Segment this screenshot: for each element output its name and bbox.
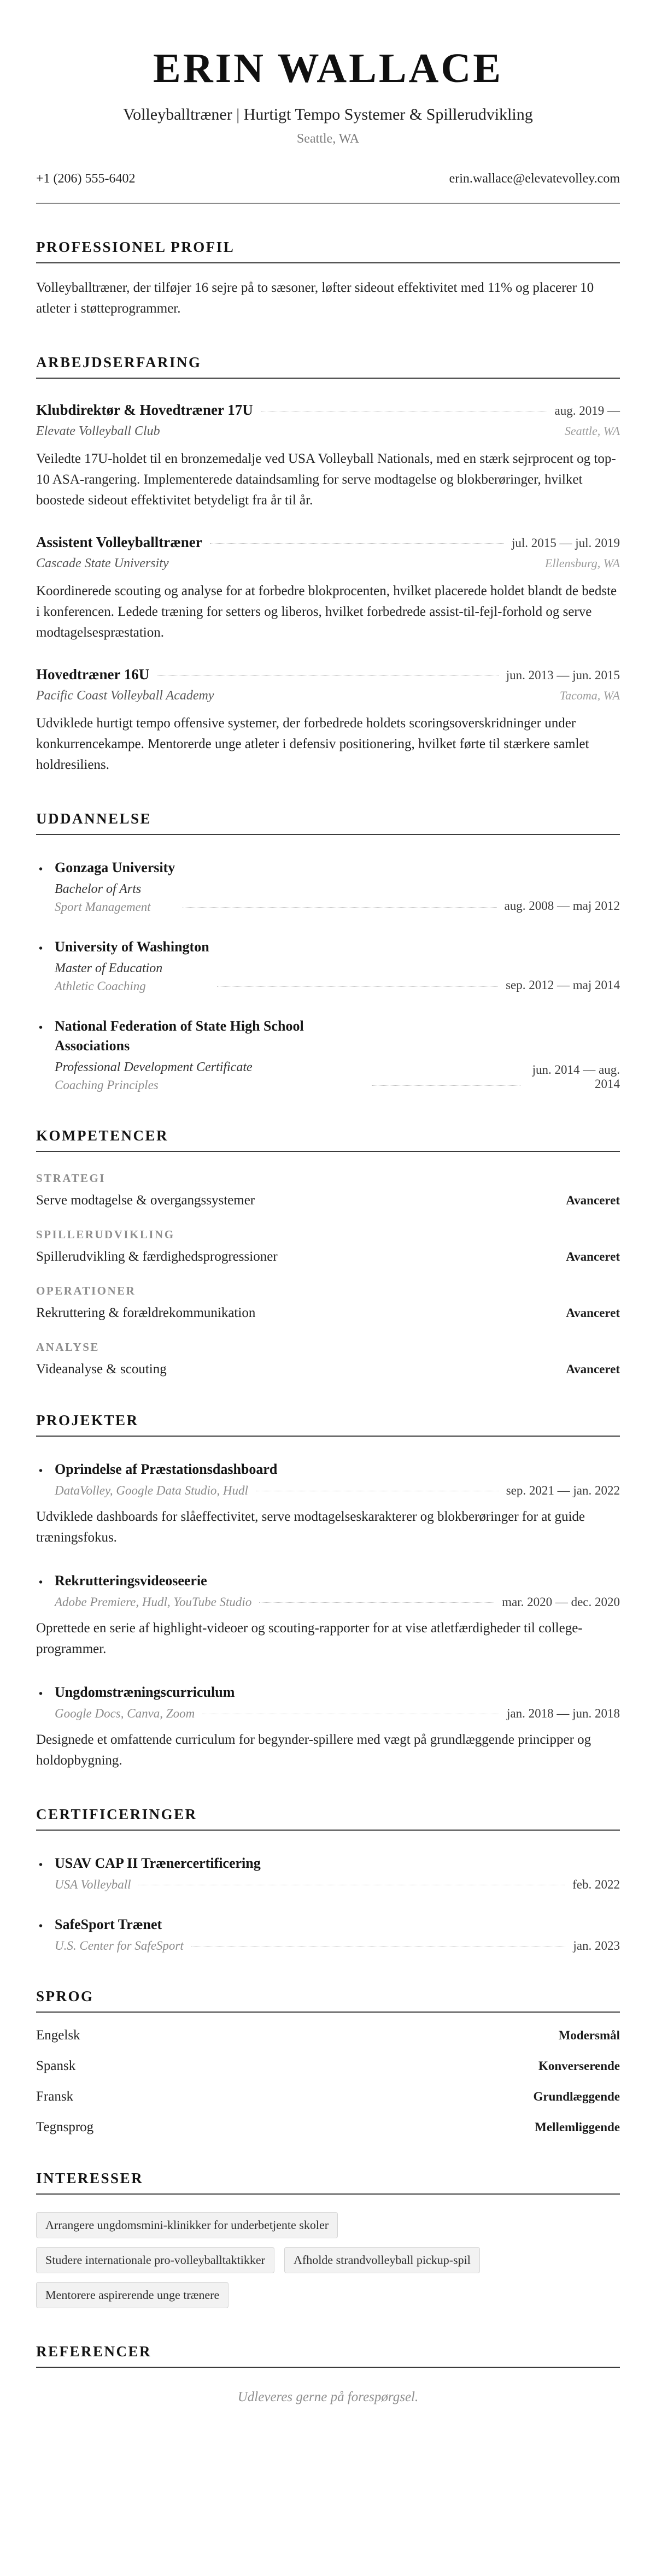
job-company-row [36,556,620,571]
job-entry [36,666,620,775]
profile-text: Volleyballtræner, der tilføjer 16 sejre på to sæsoner, løfter sideout effektivitet med 11% og placerer 10 atleter i støtteprogrammer. [36,280,594,316]
skill-category: ANALYSE [36,1340,99,1354]
email-address: erin.wallace@elevatevolley.com [449,172,620,186]
job-entry [36,402,620,511]
degree: Professional Development Certificate [55,1060,253,1074]
field-of-study: Athletic Coaching [55,979,146,993]
dotted-leader [217,986,498,987]
section-languages [36,1988,620,2135]
interest-tag: Afholde strandvolleyball pickup-spil [284,2247,480,2273]
tagline: Volleyballtræner | Hurtigt Tempo Systemer & Spillerudvikling [123,105,533,123]
education-entry [36,1016,620,1092]
project-entry [36,1683,620,1771]
section-certifications [36,1806,620,1953]
job-date: jul. 2015 — jul. 2019 [511,536,620,550]
job-description: Udviklede hurtigt tempo offensive systemer, der forbedrede holdets scoringsoverskridninger under konkurrencekampe. Mentorerde unge atleter i defensiv positionering, hvilket førte til stærkere samlet holdresiliens. [36,716,589,772]
language-level: Grundlæggende [533,2090,620,2103]
certification-title: • USAV CAP II Trænercertificering [36,1854,620,1873]
job-description: Koordinerede scouting og analyse for at forbedre blokprocenten, hvilket placerede holdet blandt de bedste i konferencen. Ledede træning for setters og liberos, hvilket forbedrede assist-til-fejl-forhold og serve modtagelsespræstation. [36,584,617,640]
resume-header [36,45,620,204]
job-title-row [36,402,620,419]
certification-org: USA Volleyball [55,1878,131,1891]
interest-tag: Arrangere ungdomsmini-klinikker for underbetjente skoler [36,2212,338,2238]
section-experience [36,354,620,775]
section-heading-experience: ARBEJDSERFARING [36,354,620,379]
degree: Bachelor of Arts [55,882,142,896]
skill-level: Avanceret [566,1306,620,1320]
education-entry [36,937,620,993]
job-entry [36,534,620,643]
certification-meta-row [36,1878,620,1892]
education-date: jun. 2014 — aug. 2014 [532,1063,620,1091]
job-description: Veiledte 17U-holdet til en bronzemedalje ved USA Volleyball Nationals, med en stærk sejrprocent og top-10 ASA-rangering. Implementerede dataindsamling for serve modtagelse og blokberøringer, hvilket boostede sideout effektivitet betydeligt fra år til år. [36,451,616,508]
language-level: Konverserende [538,2059,620,2073]
tag-row [36,2238,620,2273]
job-location: Tacoma, WA [559,689,620,702]
tag-row [36,2203,620,2238]
language-name: Fransk [36,2089,74,2104]
certification-meta-row [36,1939,620,1953]
dotted-leader [157,675,498,676]
project-entry [36,1460,620,1548]
section-interests [36,2170,620,2308]
education-details [36,1016,364,1092]
skill-category: STRATEGI [36,1172,106,1185]
job-title-row [36,666,620,683]
job-title: Klubdirektør & Hovedtræner 17U [36,402,253,418]
language-name: Tegnsprog [36,2120,94,2134]
skill-row [36,1362,620,1377]
degree: Master of Education [55,961,163,975]
skill-level: Avanceret [566,1250,620,1263]
certification-date: jan. 2023 [573,1939,620,1952]
language-level: Mellemliggende [535,2120,620,2134]
skill-group [36,1172,620,1208]
company-name: Elevate Volleyball Club [36,424,160,438]
skill-row [36,1249,620,1265]
dotted-leader [210,543,504,544]
job-title: Hovedtræner 16U [36,666,150,683]
section-heading-projects: PROJEKTER [36,1412,620,1437]
header-location: Seattle, WA [296,132,360,146]
interest-tag: Mentorere aspirerende unge trænere [36,2282,229,2308]
contact-row [36,172,620,186]
field-of-study: Coaching Principles [55,1078,159,1092]
project-description: Udviklede dashboards for slåeffectivitet, serve modtagelseskarakterer og blokberøringer for at guide træningsfokus. [36,1509,585,1545]
header-divider [36,203,620,204]
section-education [36,810,620,1092]
project-date: mar. 2020 — dec. 2020 [502,1595,620,1609]
project-title: • Oprindelse af Præstationsdashboard [36,1460,620,1479]
certification-title: • SafeSport Trænet [36,1915,620,1934]
job-date: aug. 2019 — [554,404,620,417]
project-title: • Ungdomstræningscurriculum [36,1683,620,1702]
section-heading-languages: SPROG [36,1988,620,2013]
section-heading-profile: PROFESSIONEL PROFIL [36,239,620,263]
language-name: Engelsk [36,2028,80,2043]
language-row [36,2028,620,2043]
project-tools: Google Docs, Canva, Zoom [55,1707,195,1720]
interest-tag: Studere internationale pro-volleyballtaktikker [36,2247,274,2273]
references-note: Udleveres gerne på forespørgsel. [237,2390,419,2404]
education-details [36,858,175,914]
project-date: jan. 2018 — jun. 2018 [507,1707,620,1720]
project-description: Designede et omfattende curriculum for begynder-spillere med vægt på grundlæggende principper og holdopbygning. [36,1732,591,1768]
language-row [36,2059,620,2074]
certification-entry [36,1854,620,1892]
school-name: • Gonzaga University [36,858,175,878]
job-title-row [36,534,620,551]
section-references [36,2343,620,2405]
company-name: Pacific Coast Volleyball Academy [36,689,214,703]
skill-name: Rekruttering & forældrekommunikation [36,1305,256,1320]
job-location: Seattle, WA [564,424,620,438]
skill-name: Serve modtagelse & overgangssystemer [36,1193,255,1208]
education-date: aug. 2008 — maj 2012 [504,899,620,913]
language-row [36,2120,620,2135]
section-projects [36,1412,620,1771]
project-tools: Adobe Premiere, Hudl, YouTube Studio [55,1595,252,1609]
skill-category: OPERATIONER [36,1284,136,1297]
project-title: • Rekrutteringsvideoseerie [36,1571,620,1591]
section-heading-references: REFERENCER [36,2343,620,2368]
phone-number: +1 (206) 555-6402 [36,172,136,186]
skill-group [36,1340,620,1377]
language-level: Modersmål [558,2028,620,2042]
tag-row [36,2273,620,2308]
job-title: Assistent Volleyballtræner [36,534,202,550]
job-location: Ellensburg, WA [545,556,620,570]
skill-level: Avanceret [566,1193,620,1207]
skill-group [36,1228,620,1265]
dotted-leader [259,1602,494,1603]
field-of-study: Sport Management [55,900,151,914]
skill-category: SPILLERUDVIKLING [36,1228,175,1241]
project-tools: DataVolley, Google Data Studio, Hudl [55,1484,248,1497]
job-company-row [36,689,620,703]
project-entry [36,1571,620,1660]
section-skills [36,1127,620,1377]
project-meta-row [36,1484,620,1498]
person-name: ERIN WALLACE [153,45,503,91]
project-meta-row [36,1707,620,1721]
dotted-leader [372,1085,520,1086]
school-name: • University of Washington [36,937,209,957]
skill-name: Videanalyse & scouting [36,1362,167,1377]
job-company-row [36,424,620,439]
skill-row [36,1305,620,1321]
interest-tags [36,2203,620,2308]
education-date: sep. 2012 — maj 2014 [506,978,620,992]
education-details [36,937,209,993]
skill-name: Spillerudvikling & færdighedsprogressioner [36,1249,278,1264]
section-heading-interests: INTERESSER [36,2170,620,2195]
school-name: • National Federation of State High School Associations [36,1016,364,1056]
skill-row [36,1193,620,1208]
language-row [36,2089,620,2104]
skill-level: Avanceret [566,1362,620,1376]
section-heading-skills: KOMPETENCER [36,1127,620,1152]
certification-date: feb. 2022 [572,1878,620,1891]
company-name: Cascade State University [36,556,169,571]
certification-org: U.S. Center for SafeSport [55,1939,184,1952]
skill-group [36,1284,620,1321]
project-description: Oprettede en serie af highlight-videoer og scouting-rapporter for at vise atletfærdigheder til college-programmer. [36,1621,583,1656]
section-heading-education: UDDANNELSE [36,810,620,835]
section-heading-certifications: CERTIFICERINGER [36,1806,620,1831]
certification-entry [36,1915,620,1953]
project-meta-row [36,1595,620,1609]
section-profile [36,239,620,319]
dotted-leader [183,907,496,908]
language-name: Spansk [36,2059,76,2073]
job-date: jun. 2013 — jun. 2015 [506,668,620,682]
project-date: sep. 2021 — jan. 2022 [506,1484,620,1497]
education-entry [36,858,620,914]
